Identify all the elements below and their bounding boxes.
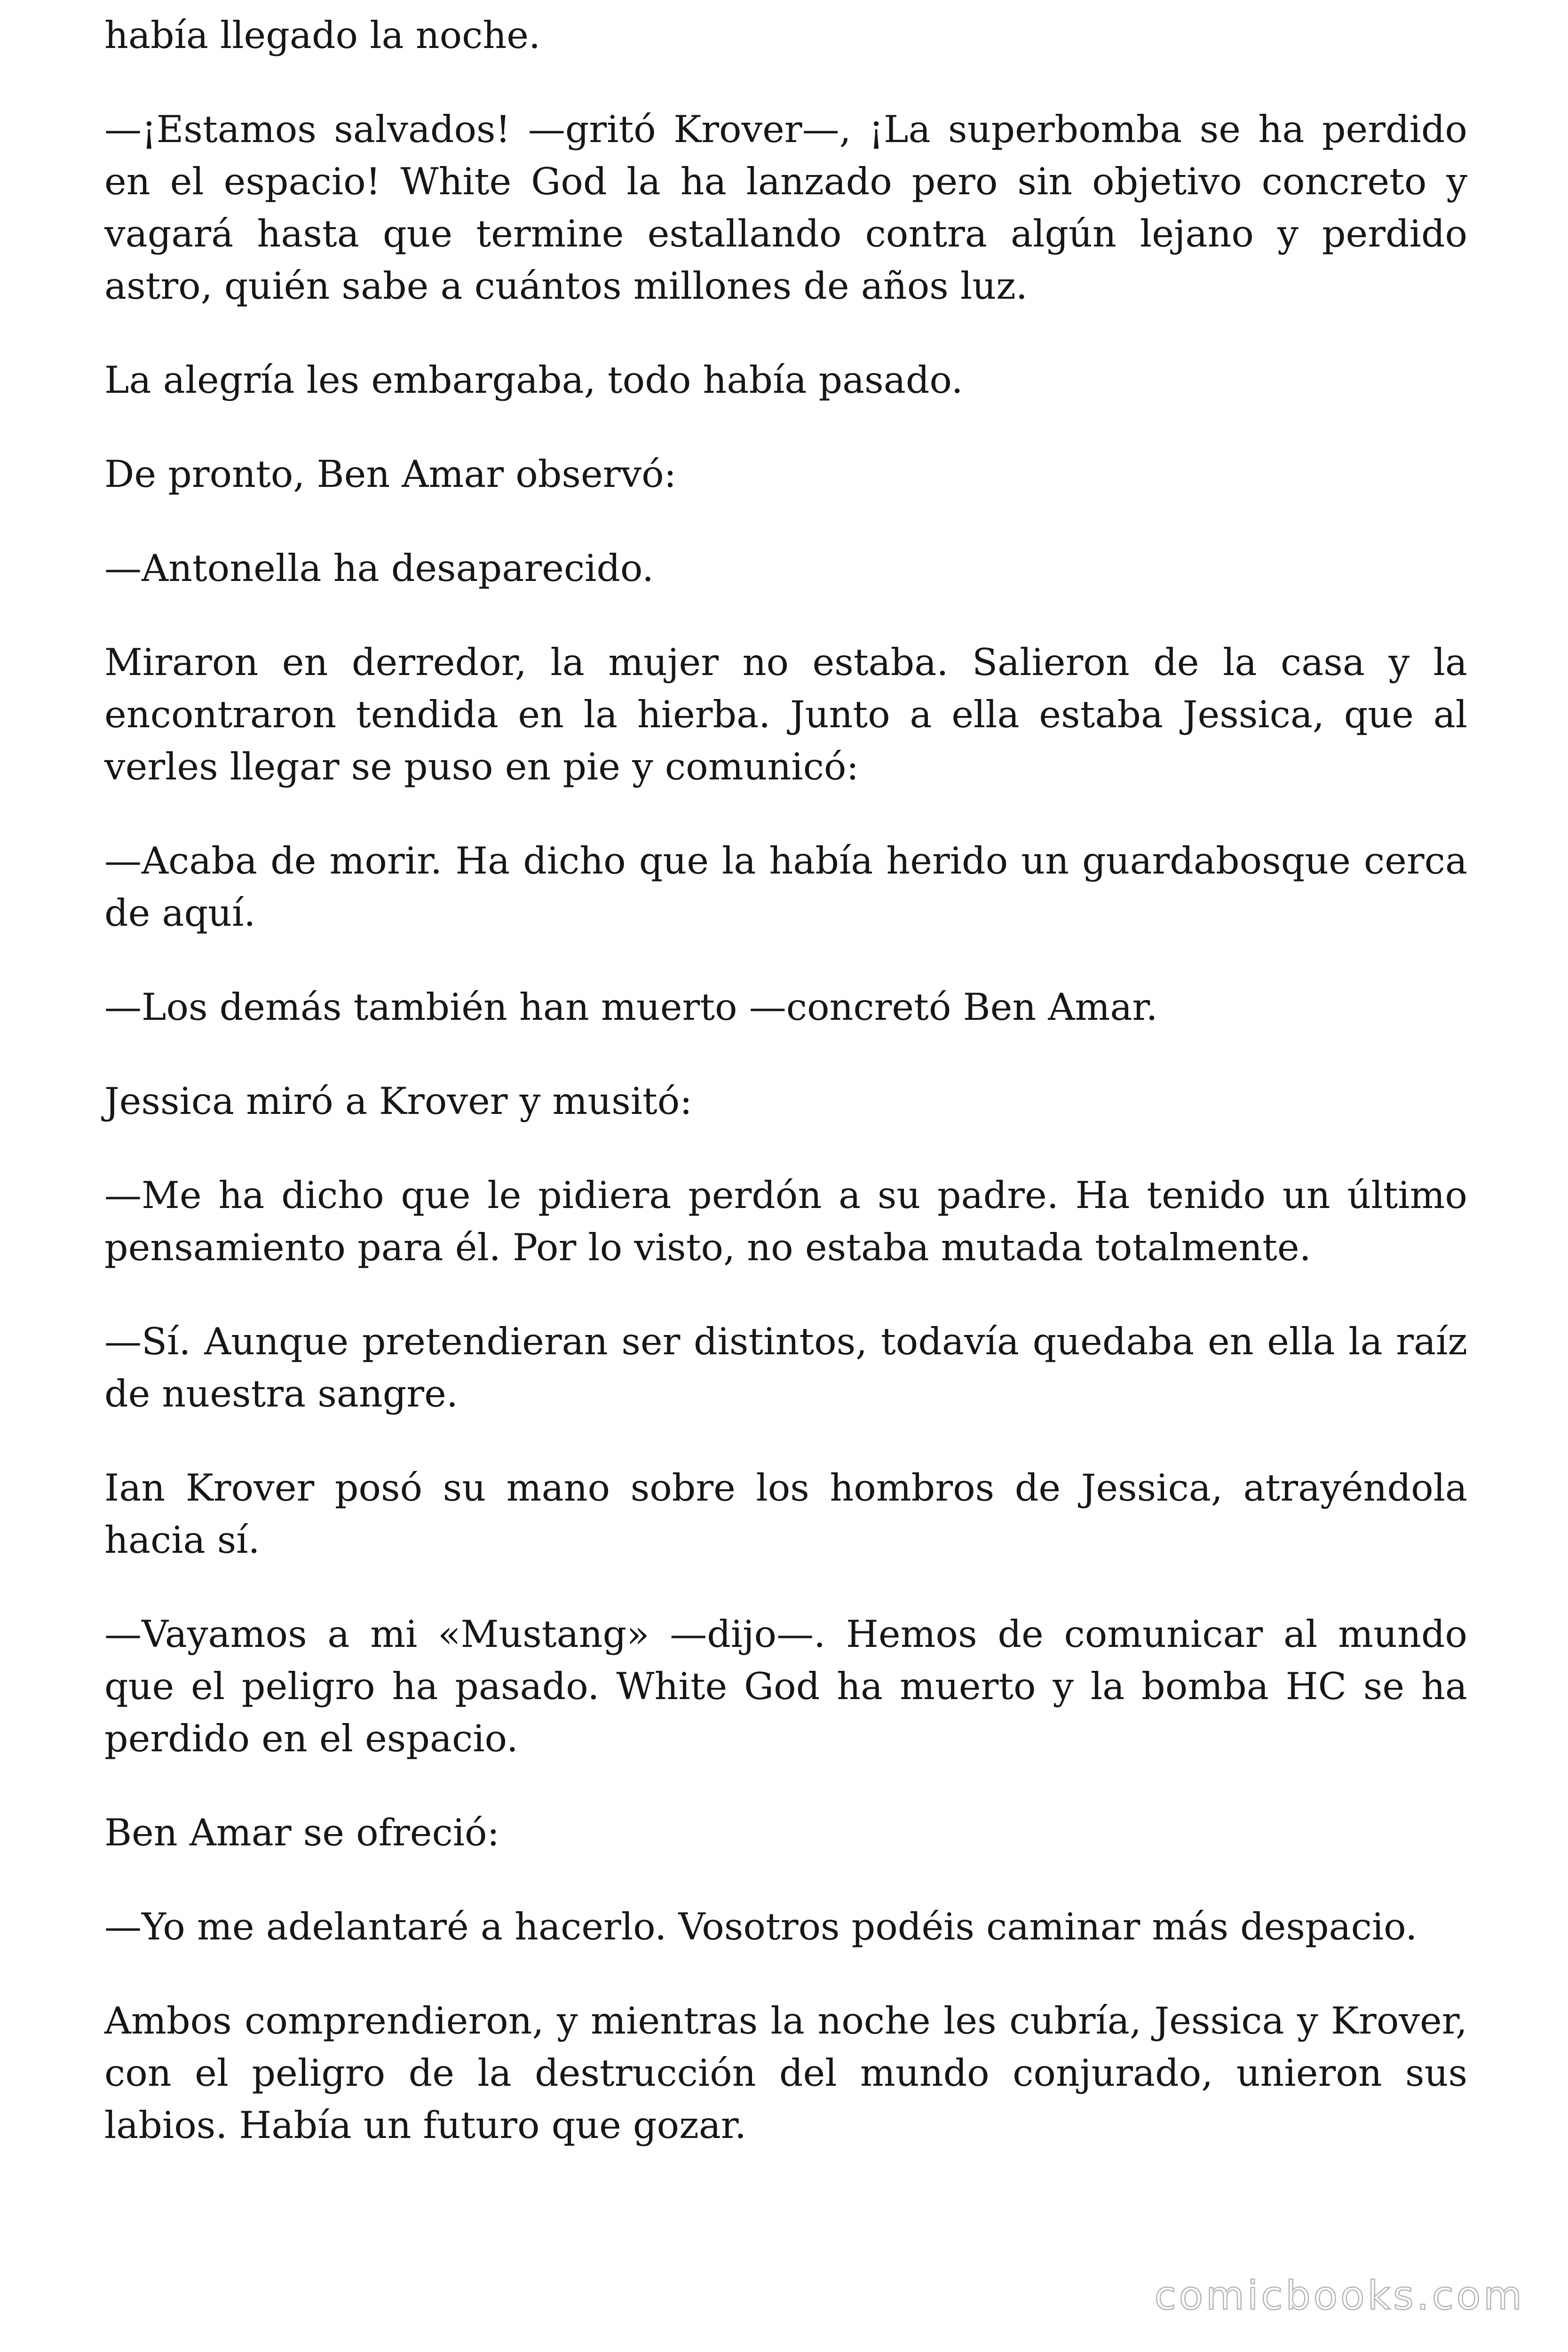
paragraph: Miraron en derredor, la mujer no estaba. Salieron de la casa y la encontraron tendida en la hierba. Junto a ella estaba Jessica, que al verles llegar se puso en pie y comunicó: bbox=[104, 641, 1467, 788]
paragraph: Ian Krover posó su mano sobre los hombros de Jessica, atrayéndola hacia sí. bbox=[104, 1466, 1467, 1562]
paragraph: —Acaba de morir. Ha dicho que la había herido un guardabosque cerca de aquí. bbox=[104, 839, 1467, 935]
paragraph: —¡Estamos salvados! —gritó Krover—, ¡La superbomba se ha perdido en el espacio! White God la ha lanzado pero sin objetivo concreto y vagará hasta que termine estallando contra algún lejano y perdido astro, quién sabe a cuántos millones de años luz. bbox=[104, 108, 1467, 308]
paragraph: Ben Amar se ofreció: bbox=[104, 1811, 500, 1854]
paragraph: De pronto, Ben Amar observó: bbox=[104, 453, 677, 496]
page-text bbox=[104, 9, 1467, 2193]
paragraph: La alegría les embargaba, todo había pasado. bbox=[104, 358, 963, 402]
paragraph: —Yo me adelantaré a hacerlo. Vosotros podéis caminar más despacio. bbox=[104, 1905, 1418, 1948]
paragraph: —Los demás también han muerto —concretó Ben Amar. bbox=[104, 985, 1158, 1029]
site-watermark: comicbooks.com bbox=[1154, 2273, 1525, 2319]
paragraph: —Me ha dicho que le pidiera perdón a su padre. Ha tenido un último pensamiento para él. Por lo visto, no estaba mutada totalmente. bbox=[104, 1174, 1467, 1269]
paragraph: Jessica miró a Krover y musitó: bbox=[104, 1080, 692, 1123]
paragraph: había llegado la noche. bbox=[104, 14, 541, 57]
paragraph: —Antonella ha desaparecido. bbox=[104, 547, 654, 590]
paragraph: Ambos comprendieron, y mientras la noche les cubría, Jessica y Krover, con el peligro de la destrucción del mundo conjurado, unieron sus labios. Había un futuro que gozar. bbox=[104, 1999, 1467, 2147]
paragraph: —Vayamos a mi «Mustang» —dijo—. Hemos de comunicar al mundo que el peligro ha pasado. White God ha muerto y la bomba HC se ha perdido en el espacio. bbox=[104, 1613, 1467, 1760]
book-page bbox=[104, 0, 1467, 2352]
paragraph: —Sí. Aunque pretendieran ser distintos, todavía quedaba en ella la raíz de nuestra sangre. bbox=[104, 1320, 1467, 1415]
